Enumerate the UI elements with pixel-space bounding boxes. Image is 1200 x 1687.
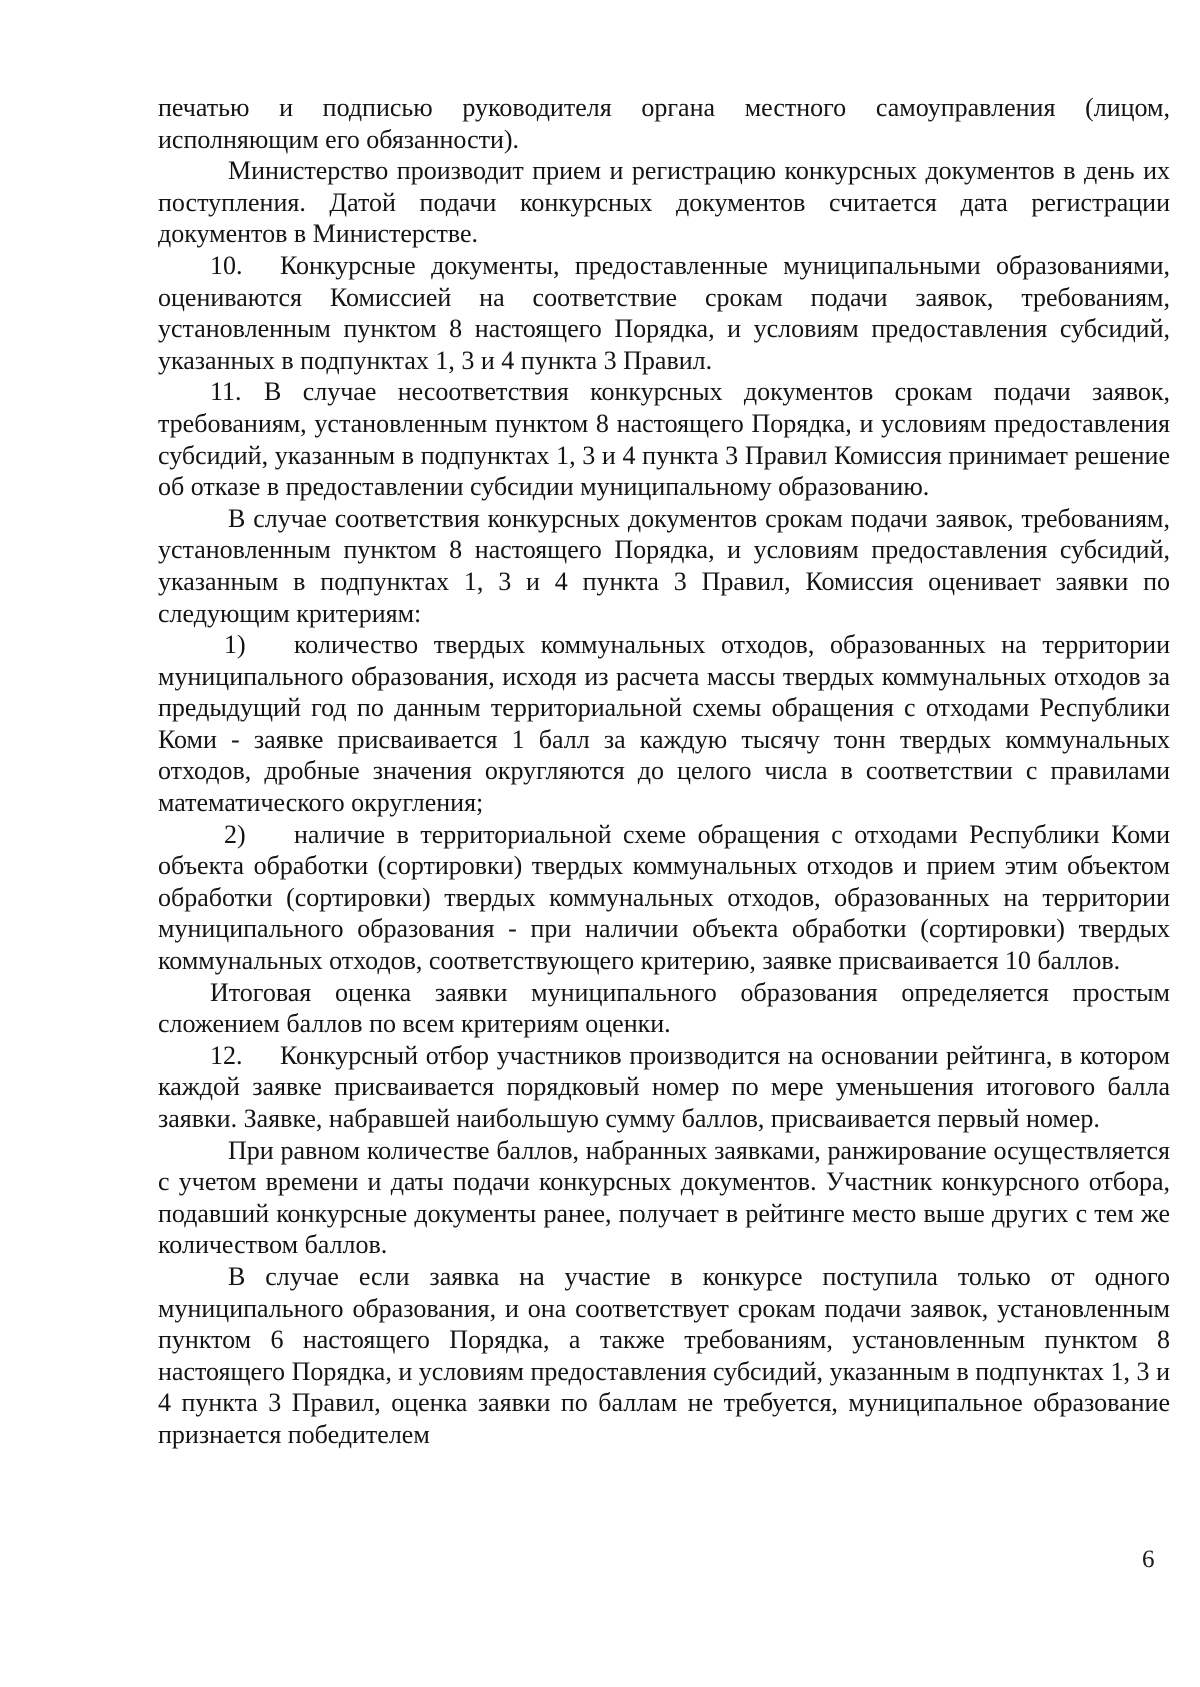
paragraph-criteria-intro bbox=[158, 503, 1170, 629]
paragraph-text: При равном количестве баллов, набранных заявками, ранжирование осуществляется с учетом времени и даты подачи конкурсных документов. Участник конкурсного отбора, подавший конкурсные документы ранее, получает в рейтинге место выше других с тем же количеством баллов. bbox=[158, 1135, 1170, 1260]
paragraph-equal-score bbox=[158, 1135, 1170, 1261]
item-number: 1) bbox=[224, 630, 246, 660]
paragraph-text: Итоговая оценка заявки муниципального образования определяется простым сложением баллов по всем критериям оценки. bbox=[158, 977, 1170, 1039]
paragraph-number: 12. bbox=[210, 1040, 243, 1070]
paragraph-single-applicant bbox=[158, 1261, 1170, 1451]
item-number: 2) bbox=[224, 819, 246, 849]
paragraph-text: количество твердых коммунальных отходов, образованных на территории муниципального образования, исходя из расчета массы твердых коммунальных отходов за предыдущий год по данным территориальной схемы обращения с отходами Республики Коми - заявке присваивается 1 балл за каждую тысячу тонн твердых коммунальных отходов, дробные значения округляются до целого числа в соответствии с правилами математического округления; bbox=[158, 630, 1170, 818]
document-body bbox=[158, 92, 1170, 1451]
paragraph-text: Конкурсный отбор участников производится на основании рейтинга, в котором каждой заявке присваивается порядковый номер по мере уменьшения итогового балла заявки. Заявке, набравшей наибольшую сумму баллов, присваивается первый номер. bbox=[158, 1040, 1170, 1133]
paragraph-11 bbox=[158, 376, 1170, 502]
paragraph-text: В случае соответствия конкурсных документов срокам подачи заявок, требованиям, установленным пунктом 8 настоящего Порядка, и условиям предоставления субсидий, указанным в подпунктах 1, 3 и 4 пункта 3 Правил, Комиссия оценивает заявки по следующим критериям: bbox=[158, 503, 1170, 628]
paragraph-total-score bbox=[158, 977, 1170, 1040]
paragraph-number: 11. bbox=[210, 377, 242, 407]
paragraph-10 bbox=[158, 250, 1170, 376]
paragraph-text: В случае если заявка на участие в конкурсе поступила только от одного муниципального образования, и она соответствует срокам подачи заявок, установленным пунктом 6 настоящего Порядка, а также требованиям, установленным пунктом 8 настоящего Порядка, и условиям предоставления субсидий, указанным в подпунктах 1, 3 и 4 пункта 3 Правил, оценка заявки по баллам не требуется, муниципальное образование признается победителем bbox=[158, 1261, 1170, 1449]
page-number: 6 bbox=[1142, 1546, 1155, 1573]
criteria-item-1 bbox=[158, 629, 1170, 819]
paragraph-registration bbox=[158, 155, 1170, 250]
paragraph-number: 10. bbox=[210, 250, 243, 280]
paragraph-text: Конкурсные документы, предоставленные муниципальными образованиями, оцениваются Комиссией на соответствие срокам подачи заявок, требованиям, установленным пунктом 8 настоящего Порядка, и условиям предоставления субсидий, указанных в подпунктах 1, 3 и 4 пункта 3 Правил. bbox=[158, 250, 1170, 375]
paragraph-text: печатью и подписью руководителя органа местного самоуправления (лицом, исполняющим его обязанности). bbox=[158, 93, 1170, 154]
paragraph-text: наличие в территориальной схеме обращения с отходами Республики Коми объекта обработки (сортировки) твердых коммунальных отходов и прием этим объектом обработки (сортировки) твердых коммунальных отходов, образованных на территории муниципального образования - при наличии объекта обработки (сортировки) твердых коммунальных отходов, соответствующего критерию, заявке присваивается 10 баллов. bbox=[158, 819, 1170, 976]
paragraph-text: В случае несоответствия конкурсных документов срокам подачи заявок, требованиям, установленным пунктом 8 настоящего Порядка, и условиям предоставления субсидий, указанным в подпунктах 1, 3 и 4 пункта 3 Правил Комиссия принимает решение об отказе в предоставлении субсидии муниципальному образованию. bbox=[158, 377, 1170, 502]
paragraph-12 bbox=[158, 1040, 1170, 1135]
criteria-item-2 bbox=[158, 819, 1170, 977]
paragraph-text: Министерство производит прием и регистрацию конкурсных документов в день их поступления. Датой подачи конкурсных документов считается дата регистрации документов в Министерстве. bbox=[158, 156, 1170, 249]
paragraph-continuation bbox=[158, 92, 1170, 155]
